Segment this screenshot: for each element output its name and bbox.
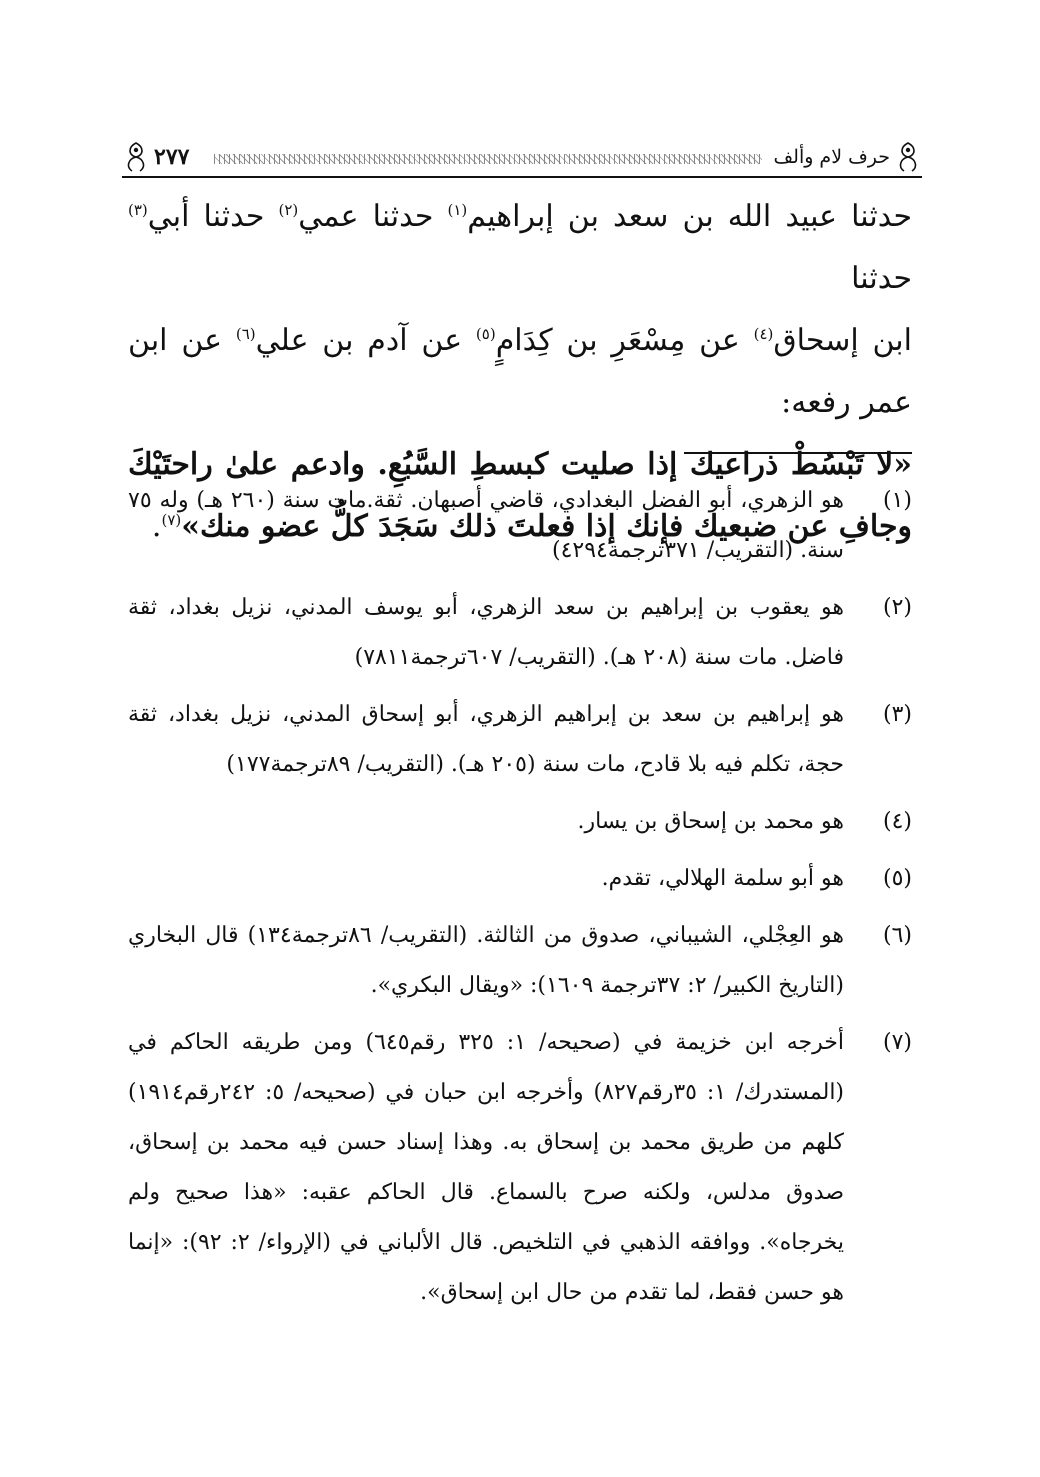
footnote-number: (٥) [882, 866, 912, 891]
footnote-marker[interactable]: (٧) [161, 511, 182, 529]
footnote-number: (٣) [882, 702, 912, 727]
header-rule [122, 176, 922, 178]
footnote-number: (١) [882, 488, 912, 513]
footnotes [128, 476, 912, 1325]
chain-line-1: حدثنا عبيد الله بن سعد بن إبراهيم$^{(١)}$ حدثنا عمي$^{(٢)}$ حدثنا أبي$^{(٣)}$ حدثنا [128, 199, 912, 296]
page-number: ٢٧٧ [154, 144, 190, 170]
hadith-text: «لا تَبْسُطْ ذراعيك إذا صليت كبسطِ السَّبُعِ. وادعم علىٰ راحتَيْكَ وجافِ عن ضبعيك فإنك إذا فعلتَ ذلك سَجَدَ كلُّ عضو منك»$^{(٧)}$. [128, 447, 912, 544]
footnote-text: هو محمد بن إسحاق بن يسار. [577, 809, 844, 834]
footnote-item [128, 1018, 912, 1318]
footnote-text: هو إبراهيم بن سعد بن إبراهيم الزهري، أبو إسحاق المدني، نزيل بغداد، ثقة حجة، تكلم فيه بلا قادح، مات سنة (٢٠٥ هـ). (التقريب/ ٨٩ترجمة١٧٧) [128, 702, 844, 777]
footnote-item [128, 911, 912, 1011]
footnote-text: هو أبو سلمة الهلالي، تقدم. [601, 866, 844, 891]
footnote-marker[interactable]: (٢) [278, 201, 299, 219]
footnote-number: (٦) [882, 923, 912, 948]
footnote-item [128, 583, 912, 683]
footnote-item [128, 690, 912, 790]
footnote-text: هو الزهري، أبو الفضل البغدادي، قاضي أصبهان. ثقة.مات سنة (٢٦٠ هـ) وله ٧٥ سنة. (التقريب/ ٣٧١ترجمة٤٢٩٤) [128, 488, 845, 563]
footnote-number: (٧) [882, 1030, 912, 1055]
floral-ornament-icon [894, 141, 922, 173]
footnote-text: أخرجه ابن خزيمة في (صحيحه/ ١: ٣٢٥ رقم٦٤٥) ومن طريقه الحاكم في (المستدرك/ ١: ٣٥رقم٨٢٧) وأخرجه ابن حبان في (صحيحه/ ٥: ٢٤٢رقم١٩١٤) كلهم من طريق محمد بن إسحاق به. وهذا إسناد حسن فيه محمد بن إسحاق، صدوق مدلس، ولكنه صرح بالسماع. قال الحاكم عقبه: «هذا صحيح ولم يخرجاه». ووافقه الذهبي في التلخيص. قال الألباني في (الإرواء/ ٢: ٩٢): «إنما هو حسن فقط، لما تقدم من حال ابن إسحاق». [128, 1030, 845, 1305]
hadith-body: «لا تَبْسُطْ ذراعيك إذا صليت كبسطِ السَّبُعِ. وادعم علىٰ راحتَيْكَ وجافِ عن ضبعيك فإنك إذا فعلتَ ذلك سَجَدَ كلُّ عضو منك» [128, 447, 912, 544]
footnote-number: (٢) [882, 595, 912, 620]
footnote-text: هو يعقوب بن إبراهيم بن سعد الزهري، أبو يوسف المدني، نزيل بغداد، ثقة فاضل. مات سنة (٢٠٨ هـ). (التقريب/ ٦٠٧ترجمة٧٨١١) [128, 595, 844, 670]
footnote-item [128, 854, 912, 904]
header-chapter-group [773, 140, 922, 174]
chapter-title: حرف لام وألف [773, 146, 890, 168]
header-page-number-group [122, 140, 189, 174]
running-header [122, 138, 922, 180]
footnote-item [128, 797, 912, 847]
footnote-number: (٤) [882, 809, 912, 834]
header-decorative-band [214, 154, 762, 164]
footnote-marker[interactable]: (٥) [475, 325, 496, 343]
chain-line-2: ابن إسحاق$^{(٤)}$ عن مِسْعَرِ بن كِدَامٍ$^{(٥)}$ عن آدم بن علي$^{(٦)}$ عن ابن عمر رفعه: [128, 323, 912, 420]
footnote-separator [684, 452, 912, 454]
floral-ornament-icon [122, 141, 150, 173]
footnote-marker[interactable]: (٣) [128, 201, 148, 219]
footnote-item [128, 476, 912, 576]
footnote-marker[interactable]: (٦) [235, 325, 256, 343]
footnote-marker[interactable]: (١) [447, 201, 468, 219]
footnote-marker[interactable]: (٤) [753, 325, 774, 343]
footnote-text: هو العِجْلي، الشيباني، صدوق من الثالثة. (التقريب/ ٨٦ترجمة١٣٤) قال البخاري (التاريخ الكبير/ ٢: ٣٧ترجمة ١٦٠٩): «ويقال البكري». [128, 923, 845, 998]
